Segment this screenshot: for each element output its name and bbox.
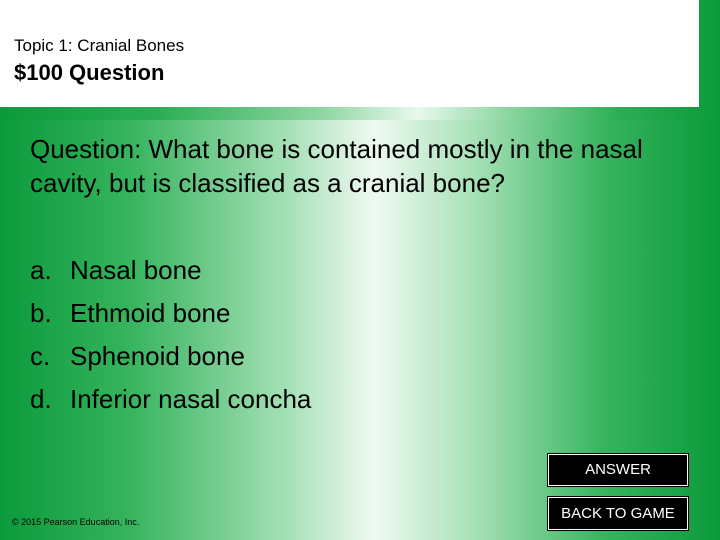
option-text: Ethmoid bone <box>70 298 231 328</box>
option-text: Sphenoid bone <box>70 341 245 371</box>
topic-title: Topic 1: Cranial Bones <box>14 36 185 55</box>
title-header <box>0 0 699 107</box>
question-value-label: $100 Question <box>14 60 165 85</box>
back-to-game-button[interactable]: BACK TO GAME <box>548 497 688 530</box>
option-a <box>30 254 311 297</box>
option-text: Inferior nasal concha <box>70 384 312 414</box>
answer-options-list <box>30 254 311 426</box>
question-text: Question: What bone is contained mostly in the nasal cavity, but is classified as a cranial bone? <box>30 134 643 198</box>
option-text: Nasal bone <box>70 255 202 285</box>
option-letter: a. <box>30 255 52 285</box>
option-c <box>30 340 311 383</box>
option-letter: d. <box>30 384 52 414</box>
option-d <box>30 383 311 426</box>
option-b <box>30 297 311 340</box>
option-letter: b. <box>30 298 52 328</box>
option-letter: c. <box>30 341 51 371</box>
copyright-notice: © 2015 Pearson Education, Inc. <box>12 517 140 527</box>
answer-button[interactable]: ANSWER <box>548 454 688 486</box>
